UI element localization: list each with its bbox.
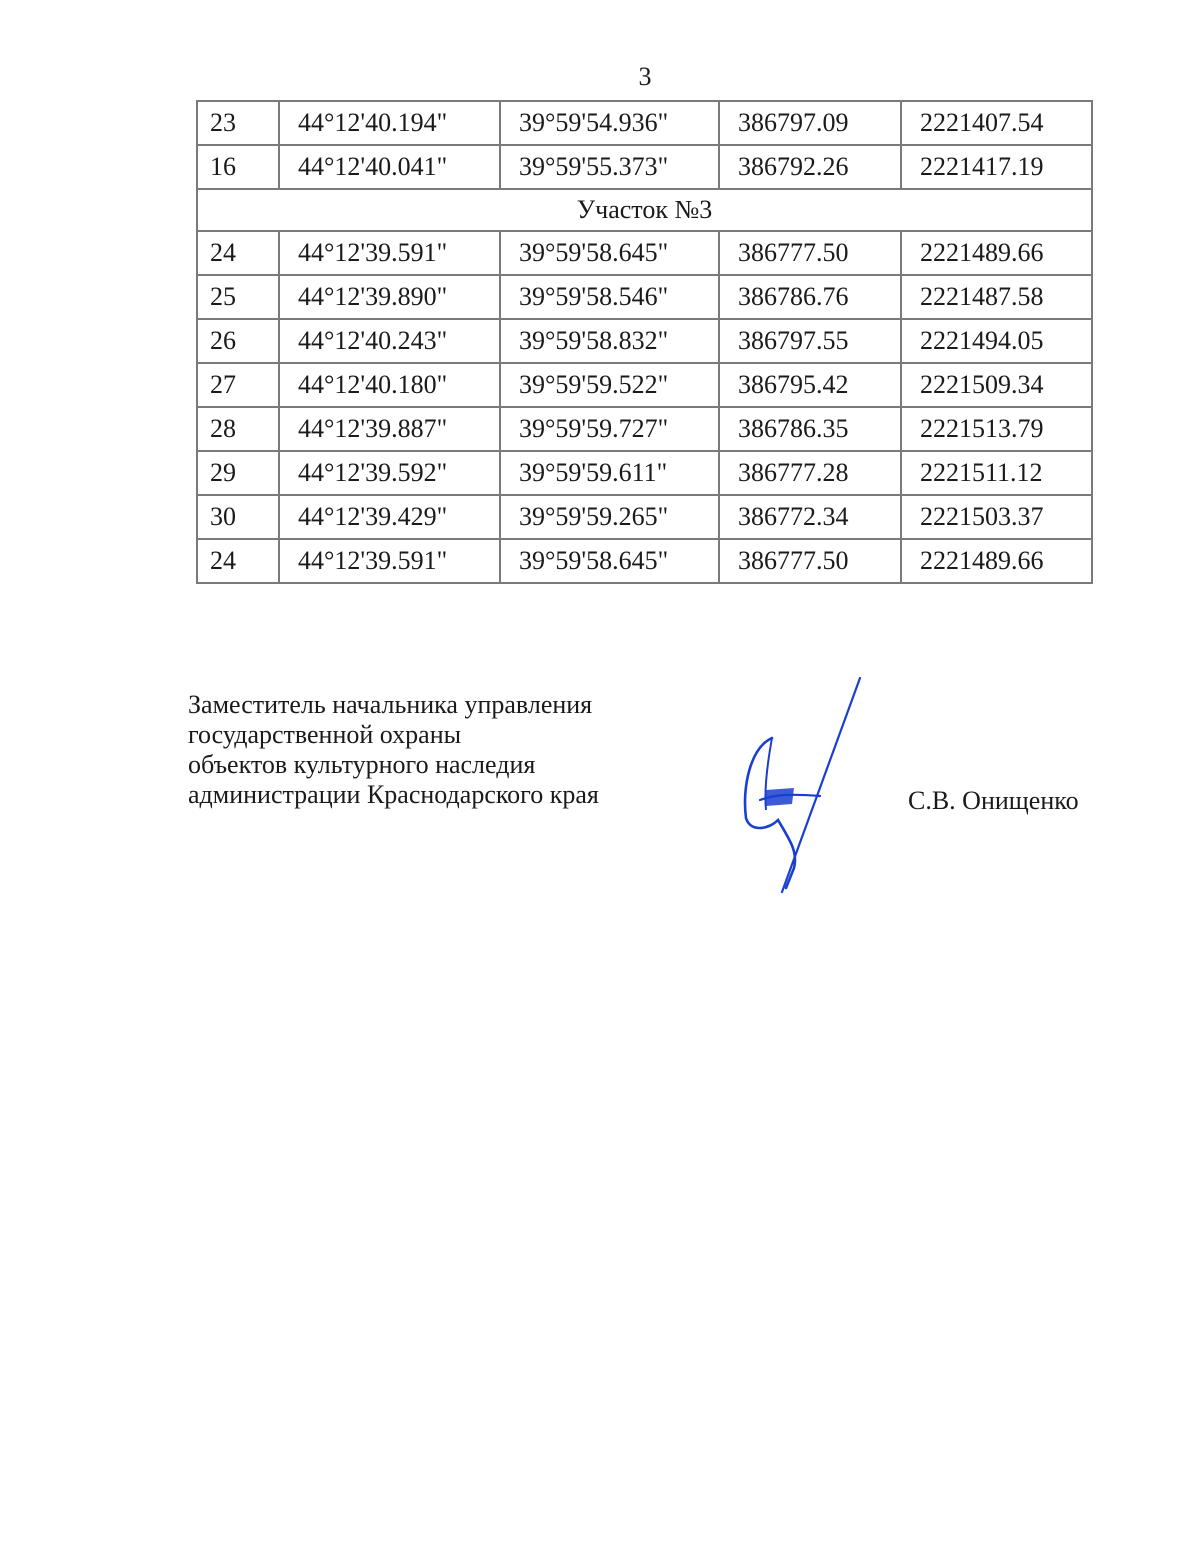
table-row [197, 539, 1092, 583]
y-coordinate-cell: 2221511.12 [901, 451, 1092, 495]
point-number-cell: 28 [197, 407, 279, 451]
table-row [197, 275, 1092, 319]
y-coordinate-cell: 2221509.34 [901, 363, 1092, 407]
y-coordinate-cell: 2221494.05 [901, 319, 1092, 363]
table-row [197, 363, 1092, 407]
longitude-cell: 39°59'58.645" [500, 539, 719, 583]
longitude-cell: 39°59'59.611" [500, 451, 719, 495]
section-label: Участок №3 [197, 189, 1092, 231]
x-coordinate-cell: 386797.09 [719, 101, 901, 145]
latitude-cell: 44°12'40.041" [279, 145, 500, 189]
point-number-cell: 29 [197, 451, 279, 495]
x-coordinate-cell: 386772.34 [719, 495, 901, 539]
x-coordinate-cell: 386797.55 [719, 319, 901, 363]
longitude-cell: 39°59'54.936" [500, 101, 719, 145]
x-coordinate-cell: 386777.50 [719, 539, 901, 583]
x-coordinate-cell: 386777.50 [719, 231, 901, 275]
handwritten-signature [720, 670, 880, 900]
coordinates-table [196, 100, 1093, 584]
y-coordinate-cell: 2221513.79 [901, 407, 1092, 451]
point-number-cell: 24 [197, 231, 279, 275]
position-line: государственной охраны [188, 720, 462, 749]
point-number-cell: 30 [197, 495, 279, 539]
x-coordinate-cell: 386786.76 [719, 275, 901, 319]
longitude-cell: 39°59'58.645" [500, 231, 719, 275]
longitude-cell: 39°59'59.265" [500, 495, 719, 539]
signature-stroke [745, 738, 795, 888]
x-coordinate-cell: 386792.26 [719, 145, 901, 189]
table-row [197, 145, 1092, 189]
point-number-cell: 16 [197, 145, 279, 189]
y-coordinate-cell: 2221417.19 [901, 145, 1092, 189]
y-coordinate-cell: 2221489.66 [901, 231, 1092, 275]
y-coordinate-cell: 2221503.37 [901, 495, 1092, 539]
latitude-cell: 44°12'40.243" [279, 319, 500, 363]
table-row [197, 231, 1092, 275]
table-row [197, 451, 1092, 495]
position-line: Заместитель начальника управления [188, 690, 593, 719]
point-number-cell: 23 [197, 101, 279, 145]
y-coordinate-cell: 2221407.54 [901, 101, 1092, 145]
coordinates-table-body [197, 101, 1092, 583]
x-coordinate-cell: 386795.42 [719, 363, 901, 407]
table-row [197, 495, 1092, 539]
point-number-cell: 27 [197, 363, 279, 407]
x-coordinate-cell: 386777.28 [719, 451, 901, 495]
position-line: объектов культурного наследия [188, 750, 536, 779]
latitude-cell: 44°12'39.591" [279, 539, 500, 583]
latitude-cell: 44°12'39.592" [279, 451, 500, 495]
longitude-cell: 39°59'55.373" [500, 145, 719, 189]
signatory-position [188, 690, 599, 810]
section-row [197, 189, 1092, 231]
longitude-cell: 39°59'59.727" [500, 407, 719, 451]
longitude-cell: 39°59'59.522" [500, 363, 719, 407]
point-number-cell: 24 [197, 539, 279, 583]
page-number: 3 [638, 62, 652, 91]
latitude-cell: 44°12'40.180" [279, 363, 500, 407]
signature-stroke [766, 788, 794, 806]
y-coordinate-cell: 2221489.66 [901, 539, 1092, 583]
latitude-cell: 44°12'39.591" [279, 231, 500, 275]
longitude-cell: 39°59'58.832" [500, 319, 719, 363]
latitude-cell: 44°12'40.194" [279, 101, 500, 145]
signer-name: С.В. Онищенко [908, 786, 1079, 815]
latitude-cell: 44°12'39.887" [279, 407, 500, 451]
latitude-cell: 44°12'39.429" [279, 495, 500, 539]
table-row [197, 407, 1092, 451]
point-number-cell: 26 [197, 319, 279, 363]
latitude-cell: 44°12'39.890" [279, 275, 500, 319]
position-line: администрации Краснодарского края [188, 780, 599, 809]
point-number-cell: 25 [197, 275, 279, 319]
table-row [197, 319, 1092, 363]
x-coordinate-cell: 386786.35 [719, 407, 901, 451]
table-row [197, 101, 1092, 145]
longitude-cell: 39°59'58.546" [500, 275, 719, 319]
y-coordinate-cell: 2221487.58 [901, 275, 1092, 319]
